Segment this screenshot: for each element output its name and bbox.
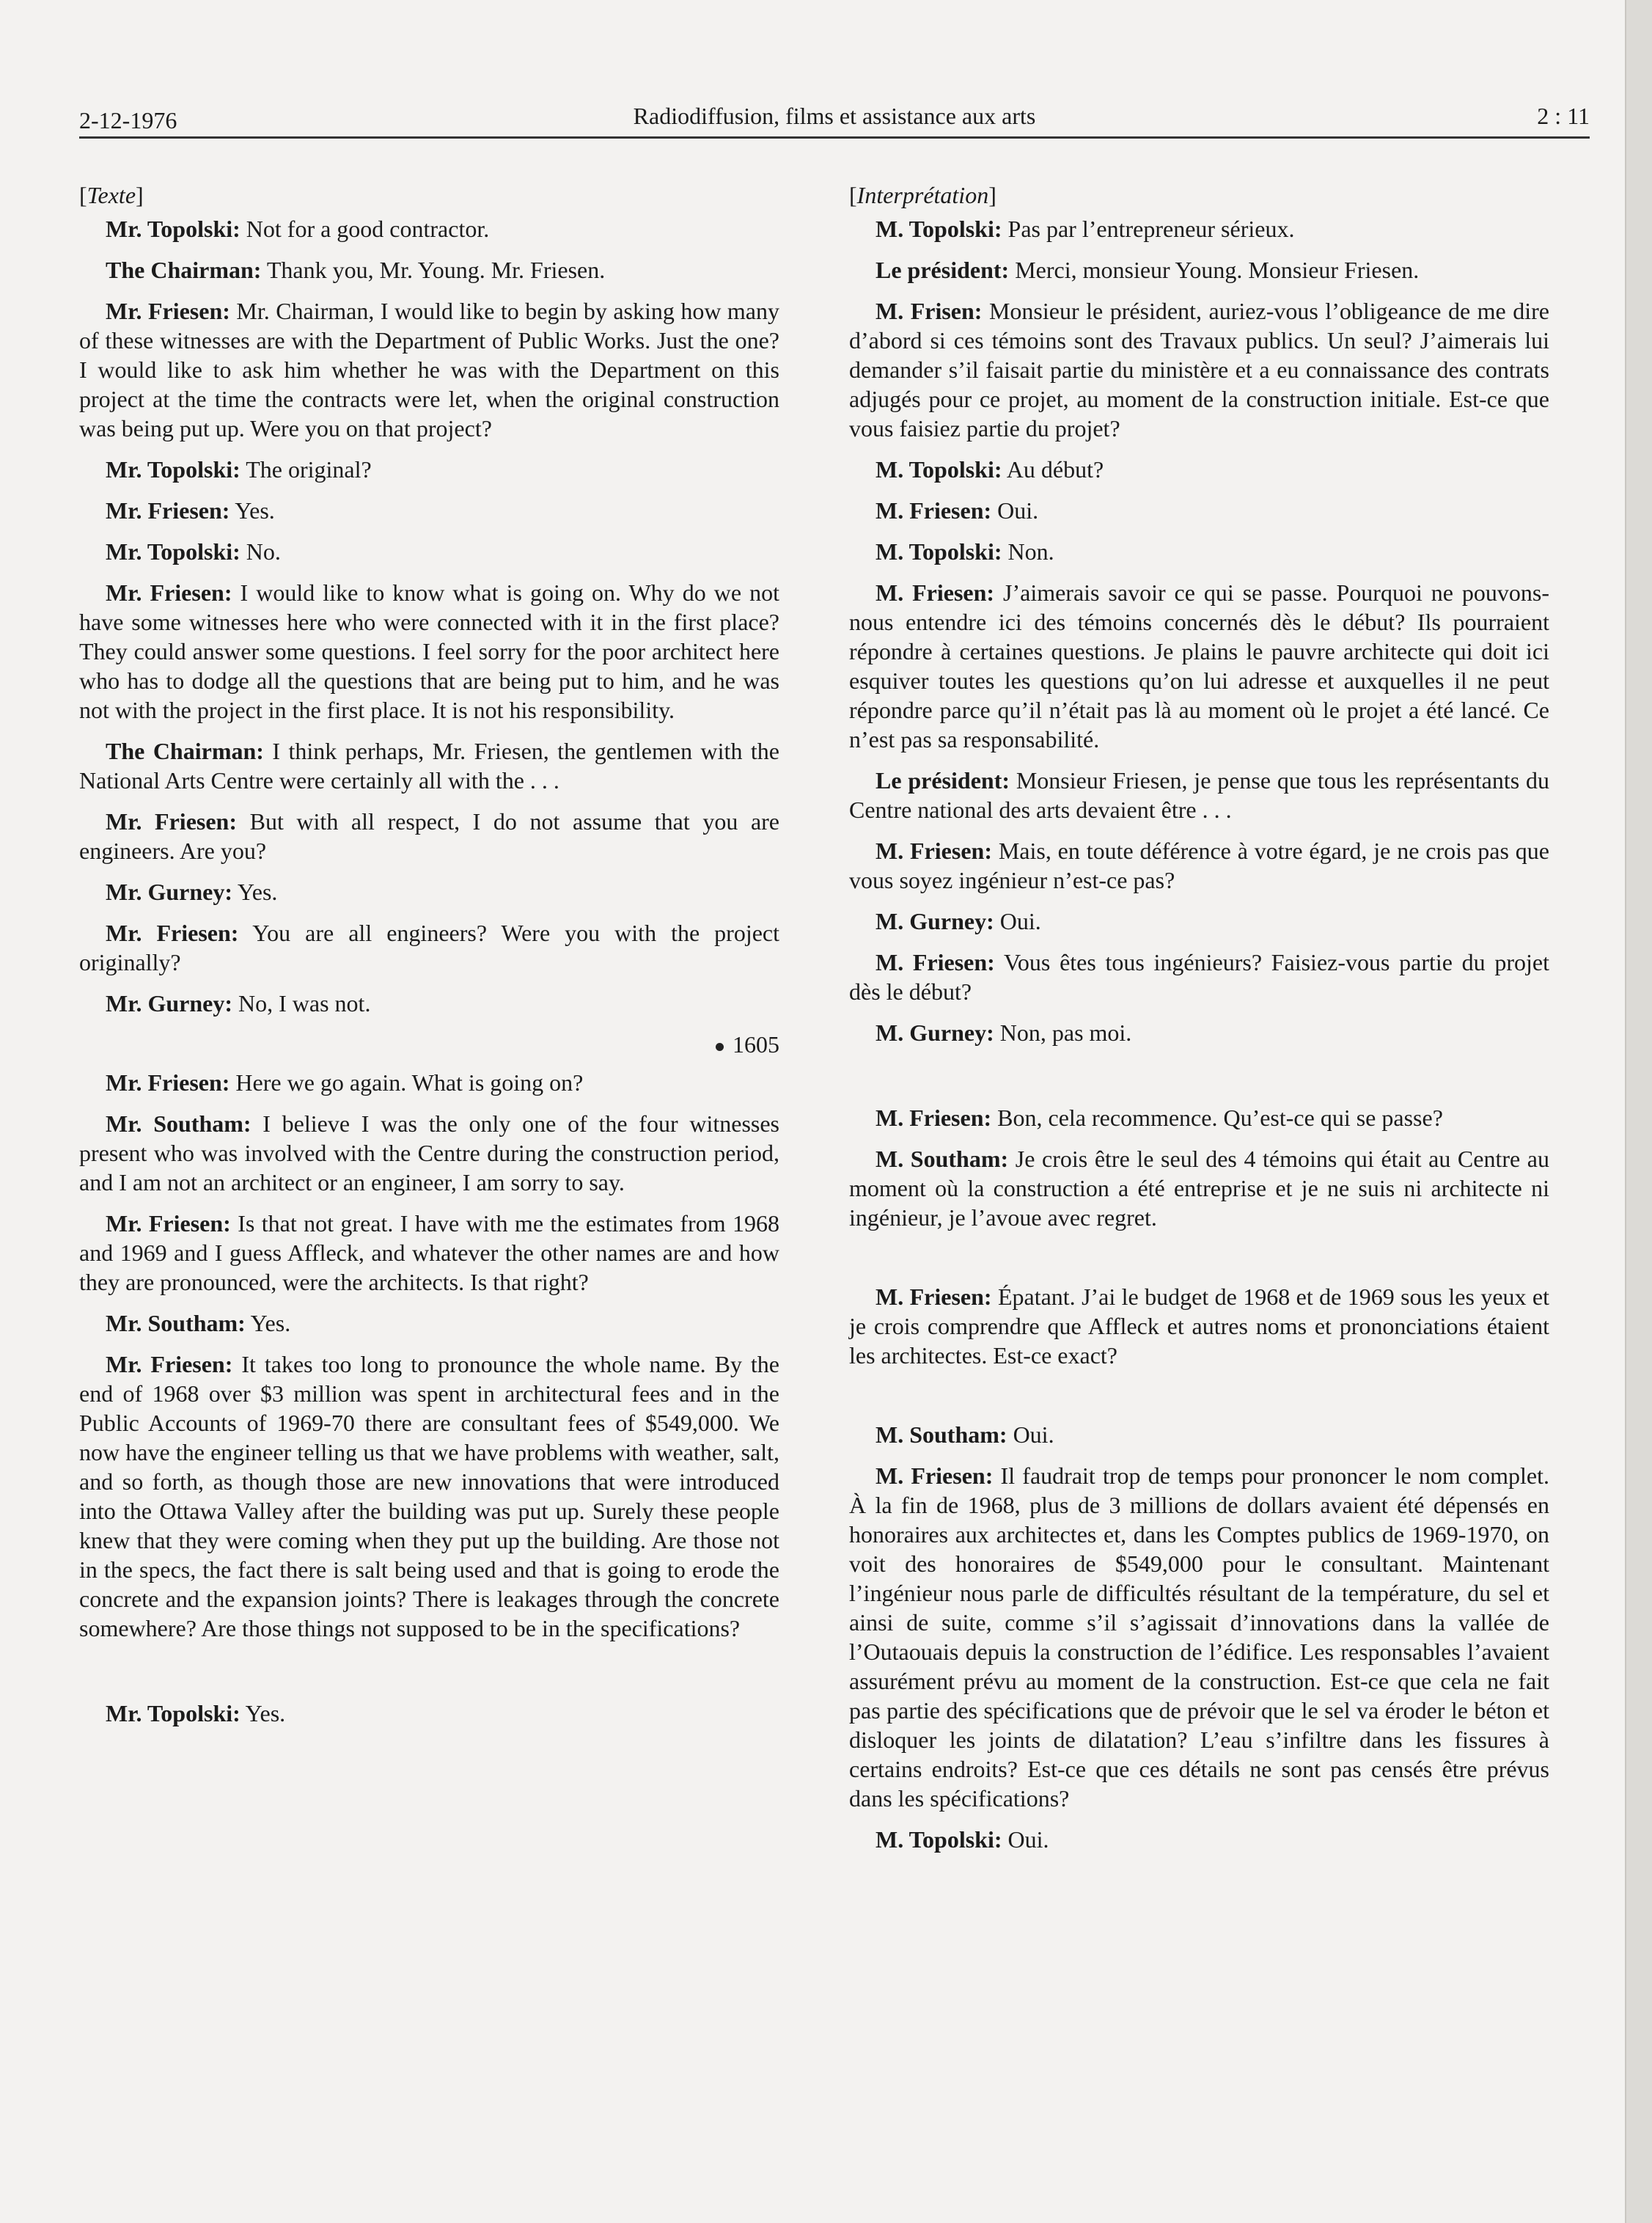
speech-text: Au début?	[1002, 456, 1104, 483]
speech-text: No, I was not.	[232, 990, 371, 1017]
speaker-name: Mr. Friesen:	[106, 298, 230, 324]
transcript-entry	[849, 496, 1549, 525]
transcript-entry	[79, 1209, 779, 1297]
page-header	[79, 103, 1590, 135]
speech-text: It takes too long to pronounce the whole name. By the end of 1968 over $3 million was spent in architectural fees and in the Public Accounts of 1969-70 there are consultant fees of $549,000. We now have the engineer telling us that we have problems with weather, salt, and so forth, as though those are new innovations that were introduced into the Ottawa Valley after the building was put up. Surely these people knew that they were coming when they put up the building. Are those not in the specs, the fact there is salt being used and that is going to erode the concrete and the expansion joints? There is leakages through the concrete somewhere? Are those things not supposed to be in the specifications?	[79, 1351, 780, 1641]
speech-text: Not for a good contractor.	[240, 216, 490, 242]
speaker-name: Mr. Gurney:	[106, 990, 233, 1017]
transcript-entry	[79, 918, 779, 977]
entries-block-2	[849, 1103, 1549, 1232]
speech-text: Oui.	[994, 908, 1041, 934]
transcript-entry: Mr. Topolski: Yes.	[106, 1700, 286, 1726]
speech-text: Je crois être le seul des 4 témoins qui était au Centre au moment où la construction a été entreprise et je ne suis ni architecte ni ingénieur, je l’avoue avec regret.	[849, 1146, 1550, 1231]
transcript-entry	[849, 836, 1549, 895]
transcript-entry	[849, 1461, 1549, 1813]
transcript-entry	[849, 255, 1549, 285]
section-marker-interpretation: [Interprétation]	[849, 182, 996, 208]
transcript-entry	[849, 1282, 1549, 1370]
speaker-name: M. Friesen:	[875, 1283, 992, 1310]
speech-text: Monsieur Friesen, je pense que tous les représentants du Centre national des arts devaient être . . .	[849, 767, 1550, 823]
transcript-entry	[79, 214, 779, 243]
transcript-entry	[849, 1825, 1549, 1854]
speech-text: I would like to know what is going on. Why do we not have some witnesses here who were connected with it in the first place? They could answer some questions. I feel sorry for the poor architect here who has to dodge all the questions that are being put to him, and he was not with the project in the first place. It is not his responsibility.	[79, 579, 780, 723]
speech-text: Vous êtes tous ingénieurs? Faisiez-vous partie du projet dès le début?	[849, 949, 1550, 1005]
speaker-name: M. Friesen:	[875, 1462, 994, 1489]
speech-text: Mais, en toute déférence à votre égard, je ne crois pas que vous soyez ingénieur n’est-ce pas?	[849, 838, 1550, 893]
speech-text: Il faudrait trop de temps pour prononcer le nom complet. À la fin de 1968, plus de 3 millions de dollars avaient été dépensés en honoraires aux architectes et, dans les Comptes publics de 1969-1970, on voit des honoraires de $549,000 pour le consultant. Maintenant l’ingénieur nous parle de difficultés résultant de la température, du sel et ainsi de suite, comme s’il s’agissait d’innovations dans la vallée de l’Outaouais depuis la construction de l’édifice. Les responsables l’avaient assurément prévu au moment de la construction. Est-ce que cela ne fait pas partie des spécifications que de prévoir que le sel va éroder le béton et disloquer les joints de dilatation? L’eau s’infiltre dans les fissures à certains endroits? Est-ce que ces détails ne sont pas censés être prévus dans les spécifications?	[849, 1462, 1550, 1812]
speech-text: Pas par l’entrepreneur sérieux.	[1002, 216, 1295, 242]
speaker-name: Mr. Friesen:	[106, 497, 230, 524]
transcript-entry	[79, 1109, 779, 1197]
transcript-entry	[849, 1103, 1549, 1132]
speech-text: Non.	[1002, 538, 1054, 565]
speech-text: I believe I was the only one of the four witnesses present who was involved with the Centre during the construction period, and I am not an architect or an engineer, I am sorry to say.	[79, 1110, 780, 1195]
transcript-entry	[79, 455, 779, 484]
header-rule	[79, 136, 1590, 139]
speaker-name: M. Southam:	[875, 1421, 1007, 1448]
speech-text: Monsieur le président, auriez-vous l’obligeance de me dire d’abord si ces témoins sont des Travaux publics. Un seul? J’aimerais lui demander s’il faisait partie du ministère et a eu connaissance des contrats adjugés pour ce projet, au moment de la construction initiale. Est-ce que vous faisiez partie du projet?	[849, 298, 1550, 442]
speech-text: I think perhaps, Mr. Friesen, the gentlemen with the National Arts Centre were certainly all with the . . .	[79, 738, 779, 794]
speaker-name: M. Friesen:	[875, 949, 995, 975]
transcript-entry	[849, 1420, 1549, 1449]
speech-text: Here we go again. What is going on?	[230, 1069, 584, 1096]
speaker-name: Mr. Friesen:	[106, 1210, 231, 1237]
speech-text: Bon, cela recommence. Qu’est-ce qui se passe?	[991, 1105, 1443, 1131]
speaker-name: Mr. Friesen:	[106, 920, 239, 946]
transcript-entry	[79, 877, 779, 907]
transcript-entry	[79, 578, 779, 725]
speaker-name: Mr. Southam:	[106, 1310, 246, 1336]
speech-text: Oui.	[1002, 1826, 1049, 1853]
speech-text: Épatant. J’ai le budget de 1968 et de 1969 sous les yeux et je crois comprendre que Affleck et autres noms et prononciations étaient les architectes. Est-ce exact?	[849, 1283, 1549, 1369]
speaker-name: Le président:	[875, 767, 1010, 794]
speech-text: Is that not great. I have with me the estimates from 1968 and 1969 and I guess Affleck, and whatever the other names are and how they are pronounced, were the architects. Is that right?	[79, 1210, 780, 1295]
section-marker-texte: [Texte]	[79, 182, 144, 208]
speaker-name: M. Topolski:	[875, 456, 1002, 483]
speaker-name: M. Topolski:	[875, 1826, 1002, 1853]
entries-block-1	[849, 214, 1549, 1047]
transcript-entry	[79, 537, 779, 566]
transcript-entry	[849, 296, 1549, 443]
column-french	[849, 180, 1549, 1866]
speech-text: You are all engineers? Were you with the project originally?	[79, 920, 780, 975]
speech-text: Merci, monsieur Young. Monsieur Friesen.	[1009, 257, 1420, 283]
transcript-entry	[849, 214, 1549, 243]
speech-text: Yes.	[245, 1310, 291, 1336]
speech-text: The original?	[240, 456, 372, 483]
speaker-name: The Chairman:	[106, 257, 262, 283]
speaker-name: Mr. Friesen:	[106, 808, 238, 835]
entries-block-4	[849, 1420, 1549, 1854]
speaker-name: Mr. Friesen:	[106, 1351, 233, 1377]
transcript-entry	[849, 1018, 1549, 1047]
transcript-entry	[79, 1308, 779, 1338]
speaker-name: Mr. Topolski:	[106, 216, 241, 242]
speaker-name: M. Topolski:	[875, 216, 1002, 242]
speaker-name: M. Friesen:	[875, 838, 992, 864]
speaker-name: The Chairman:	[106, 738, 264, 764]
transcript-entry	[849, 1144, 1549, 1232]
speaker-name: M. Topolski:	[875, 538, 1002, 565]
speech-text: Oui.	[1007, 1421, 1054, 1448]
transcript-entry	[849, 578, 1549, 754]
speaker-name: M. Gurney:	[875, 908, 994, 934]
speech-text: Oui.	[991, 497, 1039, 524]
bullet-icon	[716, 1043, 724, 1051]
entries-block-2	[79, 1068, 779, 1643]
header-title: Radiodiffusion, films et assistance aux arts	[633, 103, 1036, 129]
transcript-entry	[849, 907, 1549, 936]
speaker-name: M. Friesen:	[875, 497, 992, 524]
speech-text: Mr. Chairman, I would like to begin by asking how many of these witnesses are with the Department of Public Works. Just the one? I would like to ask him whether he was with the Department on this project at the time the contracts were let, when the original construction was being put up. Were you on that project?	[79, 298, 780, 442]
transcript-entry	[79, 296, 779, 443]
speaker-name: M. Frisen:	[875, 298, 983, 324]
speaker-name: M. Friesen:	[875, 1105, 992, 1131]
transcript-entry	[849, 455, 1549, 484]
speaker-name: Mr. Friesen:	[106, 579, 232, 606]
page-edge	[1625, 0, 1652, 2223]
speaker-name: M. Friesen:	[875, 579, 995, 606]
entries-block-1	[79, 214, 779, 1018]
speech-text: Yes.	[230, 497, 275, 524]
transcript-entry	[849, 537, 1549, 566]
transcript-entry	[79, 736, 779, 795]
speaker-name: Mr. Friesen:	[106, 1069, 230, 1096]
transcript-entry	[79, 255, 779, 285]
header-page-number: 2 : 11	[1537, 103, 1590, 129]
transcript-entry	[79, 1068, 779, 1097]
speaker-name: Mr. Southam:	[106, 1110, 252, 1137]
speech-text: Yes.	[232, 879, 278, 905]
speaker-name: M. Southam:	[875, 1146, 1009, 1172]
transcript-entry	[79, 1349, 779, 1643]
speech-text: J’aimerais savoir ce qui se passe. Pourquoi ne pouvons-nous entendre ici des témoins concernés dès le début? Ils pourraient répondre à certaines questions. Je plains le pauvre architecte qui doit ici esquiver toutes les questions qu’on lui adresse et auxquelles il ne peut répondre parce qu’il n’était pas là au moment où le projet a été lancé. Ce n’est pas sa responsabilité.	[849, 579, 1549, 752]
entries-block-3	[849, 1282, 1549, 1370]
column-english	[79, 180, 779, 1740]
transcript-entry	[849, 766, 1549, 824]
transcript-entry	[79, 989, 779, 1018]
transcript-entry	[79, 807, 779, 865]
speaker-name: Mr. Topolski:	[106, 456, 241, 483]
speech-text: No.	[240, 538, 281, 565]
speech-text: Thank you, Mr. Young. Mr. Friesen.	[261, 257, 606, 283]
speaker-name: M. Gurney:	[875, 1019, 994, 1046]
transcript-entry	[849, 948, 1549, 1006]
speech-text: Non, pas moi.	[994, 1019, 1132, 1046]
speech-text: But with all respect, I do not assume that you are engineers. Are you?	[79, 808, 780, 864]
header-date: 2-12-1976	[79, 107, 177, 133]
speaker-name: Mr. Topolski:	[106, 538, 241, 565]
speaker-name: Mr. Gurney:	[106, 879, 233, 905]
speaker-name: Le président:	[875, 257, 1010, 283]
time-stamp: 1605	[79, 1030, 779, 1059]
transcript-entry	[79, 496, 779, 525]
